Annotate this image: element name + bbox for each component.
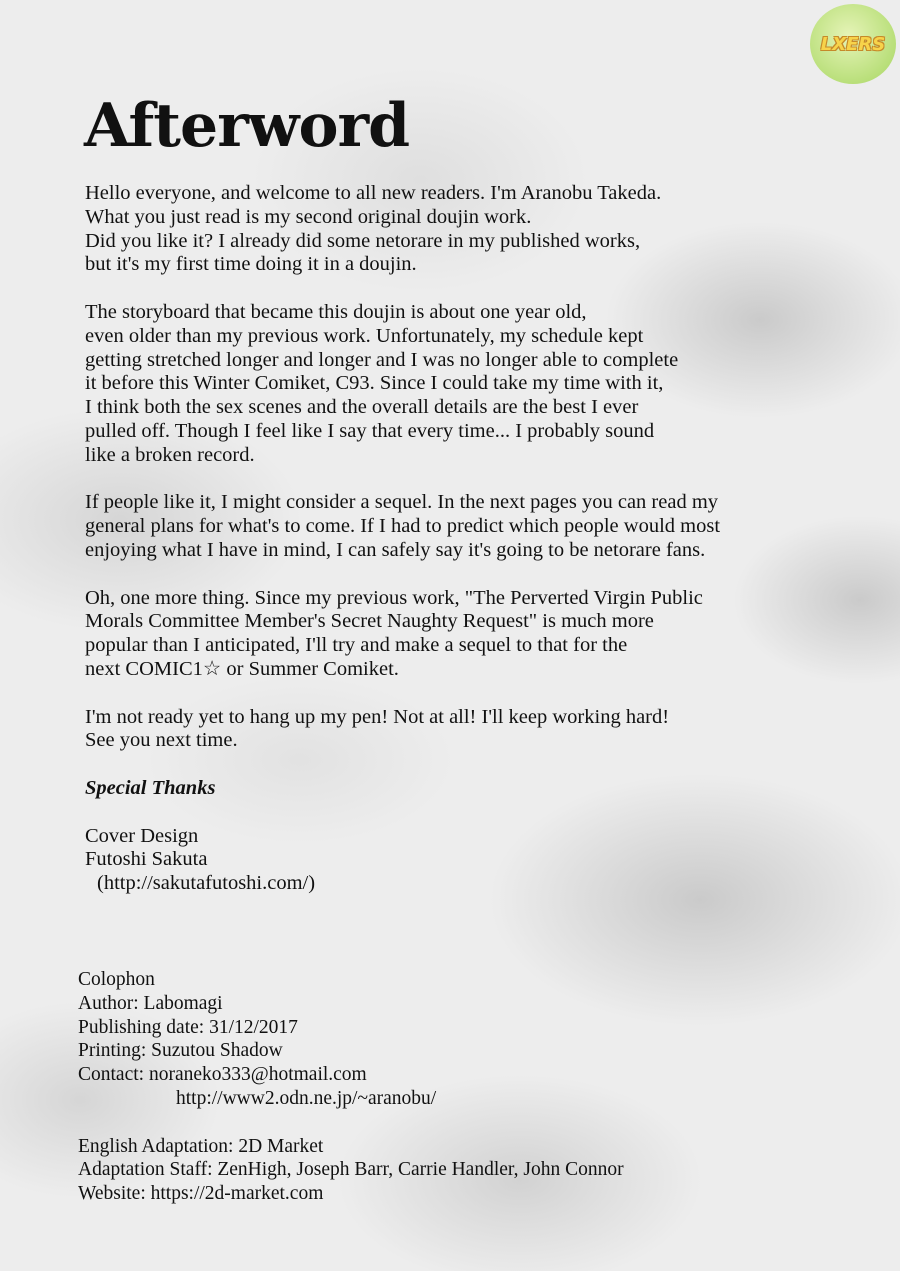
text-line: general plans for what's to come. If I had to predict which people would most	[85, 515, 721, 538]
colophon-heading: Colophon	[78, 969, 155, 990]
colophon-date: Publishing date: 31/12/2017	[78, 1016, 298, 1038]
paragraph-storyboard	[85, 301, 845, 468]
text-line: getting stretched longer and longer and I was no longer able to complete	[85, 348, 679, 371]
text-line: See you next time.	[85, 729, 238, 752]
paragraph-sequel	[85, 491, 845, 562]
colophon-staff: Adaptation Staff: ZenHigh, Joseph Barr, Carrie Handler, John Connor	[78, 1159, 624, 1181]
text-line: Did you like it? I already did some netorare in my published works,	[85, 229, 641, 252]
text-line: even older than my previous work. Unfortunately, my schedule kept	[85, 324, 644, 347]
paragraph-closing	[85, 706, 845, 754]
text-line: next COMIC1☆ or Summer Comiket.	[85, 657, 399, 680]
spacer	[78, 1111, 778, 1135]
text-line: enjoying what I have in mind, I can safely say it's going to be netorare fans.	[85, 538, 706, 561]
lxers-logo-text: LXERS	[820, 33, 886, 55]
colophon	[78, 968, 778, 1206]
thanks-url: (http://sakutafutoshi.com/)	[97, 872, 316, 895]
colophon-contact-url: http://www2.odn.ne.jp/~aranobu/	[176, 1087, 437, 1109]
colophon-adaptation: English Adaptation: 2D Market	[78, 1135, 324, 1157]
thanks-role: Cover Design	[85, 824, 199, 847]
text-line: I'm not ready yet to hang up my pen! Not at all! I'll keep working hard!	[85, 705, 670, 728]
text-line: If people like it, I might consider a sequel. In the next pages you can read my	[85, 491, 719, 514]
colophon-contact: Contact: noraneko333@hotmail.com	[78, 1064, 367, 1086]
colophon-author: Author: Labomagi	[78, 992, 223, 1014]
text-line: Oh, one more thing. Since my previous work, "The Perverted Virgin Public	[85, 586, 703, 609]
text-line: I think both the sex scenes and the overall details are the best I ever	[85, 396, 639, 419]
text-line: What you just read is my second original doujin work.	[85, 205, 532, 228]
special-thanks-heading: Special Thanks	[85, 776, 216, 799]
text-line: but it's my first time doing it in a doujin.	[85, 253, 417, 276]
paragraph-one-more-thing	[85, 587, 845, 682]
text-line: pulled off. Though I feel like I say that every time... I probably sound	[85, 419, 655, 442]
text-line: like a broken record.	[85, 443, 255, 466]
colophon-website: Website: https://2d-market.com	[78, 1183, 324, 1205]
text-line: Morals Committee Member's Secret Naughty Request" is much more	[85, 610, 654, 633]
lxers-logo	[810, 4, 896, 84]
text-line: Hello everyone, and welcome to all new readers. I'm Aranobu Takeda.	[85, 182, 662, 204]
text-line: popular than I anticipated, I'll try and make a sequel to that for the	[85, 634, 628, 657]
colophon-printing: Printing: Suzutou Shadow	[78, 1040, 283, 1062]
special-thanks-block	[85, 825, 845, 896]
paragraph-intro	[85, 182, 845, 277]
afterword-body	[85, 182, 845, 920]
page-title: Afterword	[84, 91, 410, 161]
text-line: it before this Winter Comiket, C93. Since I could take my time with it,	[85, 372, 664, 395]
text-line: The storyboard that became this doujin is about one year old,	[85, 300, 587, 323]
thanks-name: Futoshi Sakuta	[85, 848, 208, 871]
